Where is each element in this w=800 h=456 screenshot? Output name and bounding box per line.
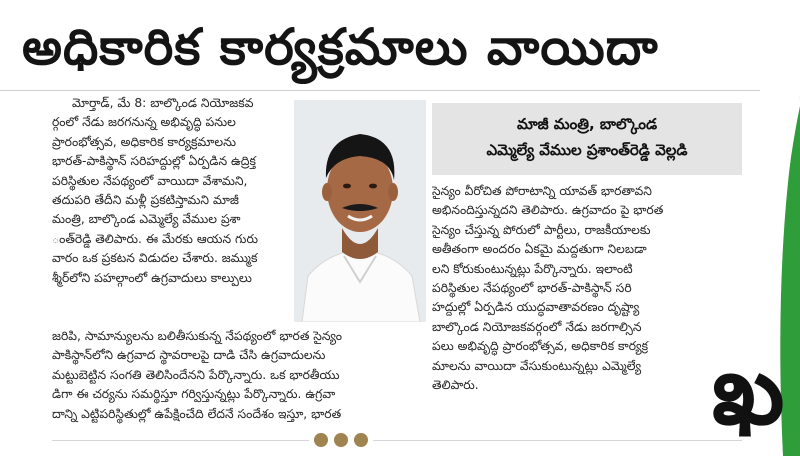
- brand-mark: ఖ: [712, 340, 785, 440]
- subheadline-line-2: ఎమ్మెల్యే వేముల ప్రశాంత్‌రెడ్డి వెల్లడి: [486, 141, 688, 159]
- article-line: శ్మీర్‌లోని పహల్గాంలో ఉగ్రవాదులు కాల్పులు: [52, 270, 252, 285]
- portrait-photo: [294, 100, 426, 322]
- bottom-rule: [52, 440, 742, 441]
- article-line: ప్రారంభోత్సవ, అధికారిక కార్యక్రమాలను: [52, 134, 236, 149]
- article-line: డిగా ఈ చర్యను సమర్థిస్తూ గర్విస్తున్నట్లు పేర్కొన్నారు. ఉగ్రవా: [52, 387, 336, 402]
- article-line: మంత్రి, బాల్కొండ ఎమ్మెల్యే వేముల ప్రశా: [52, 212, 241, 227]
- article-line: సైన్యం చేస్తున్న పోరులో పార్టీలు, రాజకీయాలకు: [432, 222, 651, 237]
- subheadline-box: [432, 103, 742, 175]
- article-line: లని కోరుకుంటున్నట్లు పేర్కొన్నారు. ఇలాంటి: [432, 261, 633, 276]
- article-bottom-column: [52, 327, 422, 424]
- article-line: తెలిపారు.: [432, 378, 479, 393]
- article-line: మాలను వాయిదా వేసుకుంటున్నట్లు ఎమ్మెల్యే: [432, 358, 642, 373]
- article-line: వారం ఒక ప్రకటన విడుదల చేశారు. జమ్ముక: [52, 251, 258, 266]
- subheadline-line-1: మాజీ మంత్రి, బాల్కొండ: [516, 115, 658, 133]
- article-line: సైన్యం వీరోచిత పోరాటాన్ని యావత్ భారతావని: [432, 184, 652, 198]
- article-line: అతీతంగా అందరం ఏకమై మద్దతుగా నిలబడా: [432, 242, 647, 257]
- article-line: హద్దుల్లో ఏర్పడిన యుద్ధవాతావరణం దృష్ట్యా: [432, 300, 640, 315]
- article-line: ంత్‌రెడ్డి తెలిపారు. ఈ మేరకు ఆయన గురు: [52, 231, 258, 246]
- headline-rule: [0, 90, 760, 91]
- article-line: తదుపరి తేదీని మళ్లీ ప్రకటిస్తామని మాజీ: [52, 193, 239, 208]
- article-line: అభినందిస్తున్నదని తెలిపారు. ఉగ్రవాదం పై భారత: [432, 203, 664, 218]
- article-line: మట్టుబెట్టిన సంగతి తెలిసిందేనని పేర్కొన్నారు. ఒక భారతీయు: [52, 367, 340, 382]
- article-line: జరిపి, సామాన్యులను బలితీసుకున్న నేపథ్యంలో భారత సైన్యం: [52, 329, 343, 343]
- article-line: పాకిస్థాన్‌లోని ఉగ్రవాద స్థావరాలపై దాడి చేసి ఉగ్రవాదులను: [52, 348, 326, 363]
- article-line: పలు అభివృద్ధి ప్రారంభోత్సవ, అధికారిక కార్యక్ర: [432, 339, 649, 354]
- divider-dot: [354, 433, 368, 447]
- divider-dot: [334, 433, 348, 447]
- divider-dots-ornament: [309, 432, 373, 448]
- article-line: బాల్కొండ నియోజకవర్గంలో నేడు జరగాల్సిన: [432, 319, 642, 334]
- article-line: ర్గంలో నేడు జరగనున్న అభివృద్ధి పనుల: [52, 115, 236, 130]
- article-line: భారత్-పాకిస్థాన్ సరిహద్దుల్లో ఏర్పడిన ఉద్రిక్త: [52, 154, 256, 169]
- article-line: పరిస్థితుల నేపథ్యంలో భారత్-పాకిస్థాన్ సరి: [432, 281, 632, 296]
- headline: అధికారిక కార్యక్రమాలు వాయిదా: [22, 18, 659, 76]
- article-line: దాన్ని ఎట్టిపరిస్థితుల్లో ఉపేక్షించేది లేదనే సందేశం ఇస్తూ, భారత: [52, 406, 342, 421]
- article-right-column: [432, 182, 732, 395]
- article-line: మోర్తాడ్, మే 8: బాల్కొండ నియోజకవ: [72, 96, 254, 110]
- portrait-illustration: [294, 100, 426, 322]
- article-left-column: [52, 94, 292, 288]
- article-line: పరిస్థితుల నేపథ్యంలో వాయిదా వేశామని,: [52, 173, 248, 188]
- divider-dot: [314, 433, 328, 447]
